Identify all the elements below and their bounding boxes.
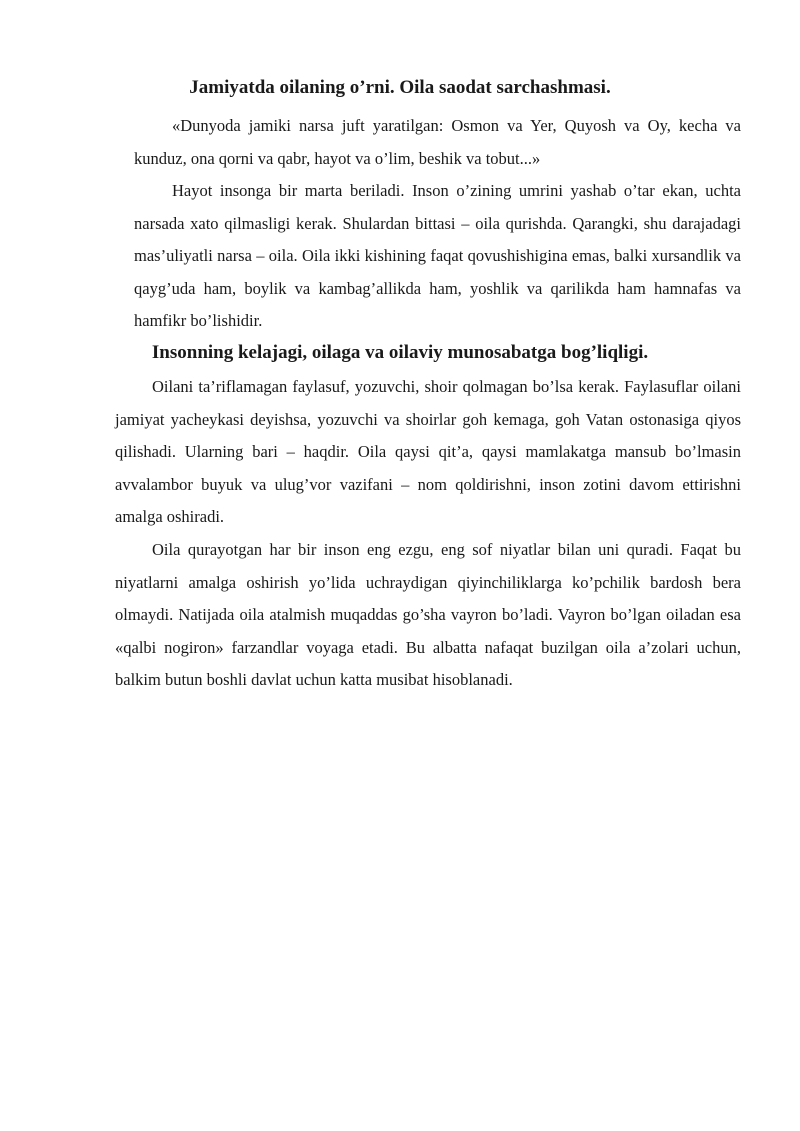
section-title-family-role: Jamiyatda oilaning o’rni. Oila saodat sarchashmasi. [189, 77, 611, 98]
paragraph-quote: «Dunyoda jamiki narsa juft yaratilgan: Osmon va Yer, Quyosh va Oy, kecha va kunduz, ona qorni va qabr, hayot va o’lim, beshik va tobut...» [134, 116, 741, 168]
section-title-future-family: Insonning kelajagi, oilaga va oilaviy munosabatga bog’liqligi. [151, 342, 649, 363]
paragraph-intentions: Oila qurayotgan har bir inson eng ezgu, eng sof niyatlar bilan uni quradi. Faqat bu niyatlarni amalga oshirish yo’lida uchraydigan qiyinchiliklarga ko’pchilik bardosh bera olmaydi. Natijada oila atalmish muqaddas go’sha vayron bo’ladi. Vayron bo’lgan oiladan esa «qalbi nogiron» farzandlar voyaga etadi. Bu albatta nafaqat buzilgan oila a’zolari uchun, balkim butun boshli davlat uchun katta musibat hisoblanadi. [115, 540, 741, 690]
paragraph-philosophers: Oilani ta’riflamagan faylasuf, yozuvchi, shoir qolmagan bo’lsa kerak. Faylasuflar oilani jamiyat yacheykasi deyishsa, yozuvchi va shoirlar goh kemaga, goh Vatan ostonasiga qiyos qilishadi. Ularning bari – haqdir. Oila qaysi qit’a, qaysi mamlakatga mansub bo’lmasin avvalambor buyuk va ulug’vor vazifani – nom qoldirishni, inson zotini davom ettirishni amalga oshiradi. [115, 377, 741, 527]
paragraph-life-once: Hayot insonga bir marta beriladi. Inson o’zining umrini yashab o’tar ekan, uchta narsada xato qilmasligi kerak. Shulardan bittasi – oila qurishda. Qarangki, shu darajadagi mas’uliyatli narsa – oila. Oila ikki kishining faqat qovushishigina emas, balki xursandlik va qayg’uda ham, boylik va kambag’allikda ham, yoshlik va qarilikda ham hamnafas va hamfikr bo’lishidir. [134, 181, 741, 331]
